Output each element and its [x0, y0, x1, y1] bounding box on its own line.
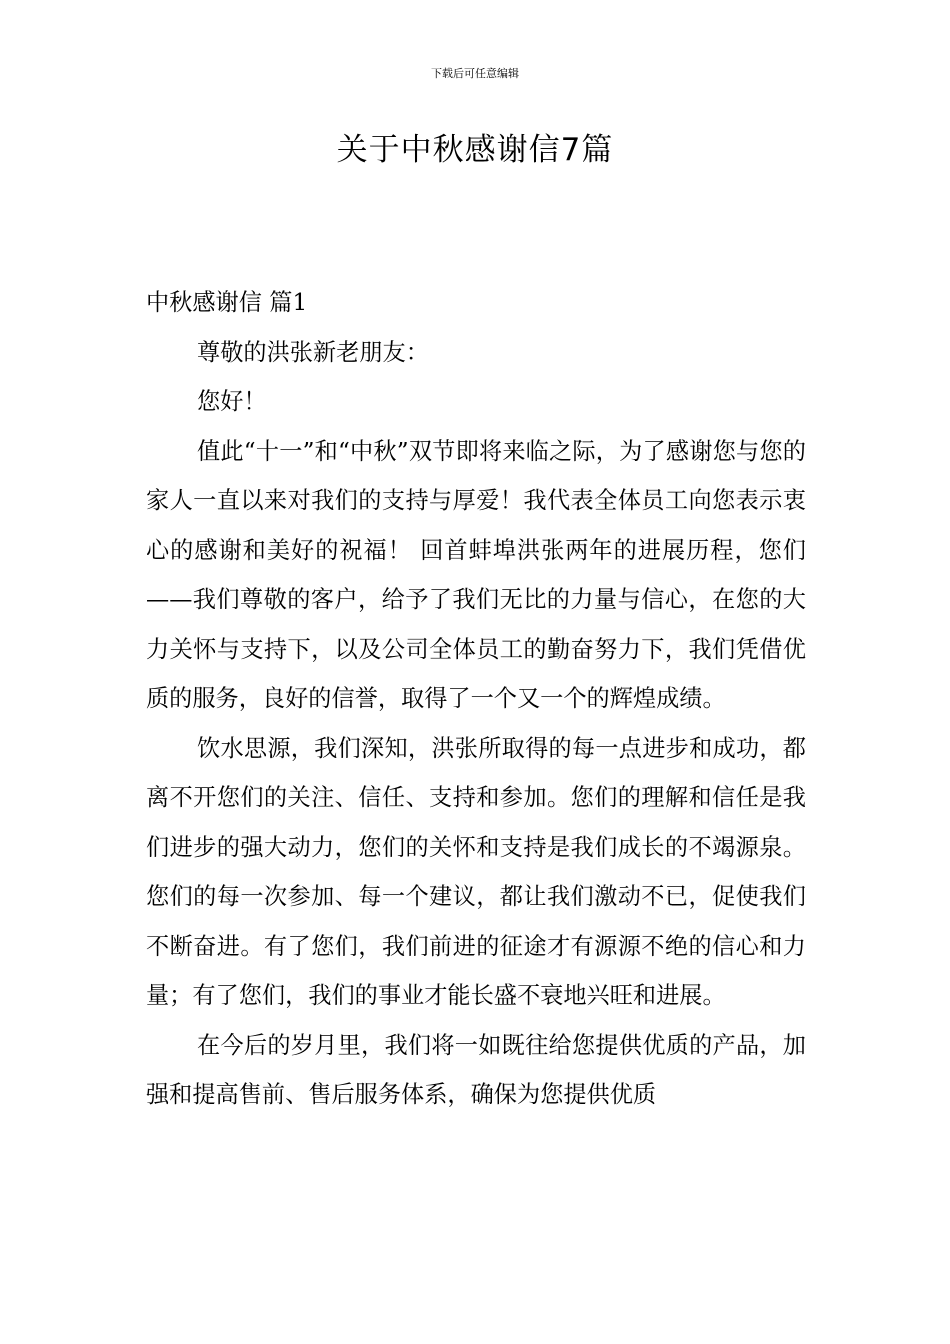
section-heading: 中秋感谢信 篇1 — [146, 289, 308, 316]
body-paragraph: 在今后的岁月里，我们将一如既往给您提供优质的产品，加强和提高售前、售后服务体系，确保为您提供优质 — [146, 1031, 806, 1108]
greeting: 您好！ — [197, 388, 267, 415]
salutation: 尊敬的洪张新老朋友： — [197, 338, 429, 366]
body-paragraph: 值此“十一”和“中秋”双节即将来临之际，为了感谢您与您的家人一直以来对我们的支持与厚爱！我代表全体员工向您表示衷心的感谢和美好的祝福！ 回首蚌埠洪张两年的进展历程，您们——我们尊敬的客户，给予了我们无比的力量与信心，在您的大力关怀与支持下，以及公司全体员工的勤奋努力下，我们凭借优质的服务，良好的信誉，取得了一个又一个的辉煌成绩。 — [146, 437, 806, 712]
header-note: 下载后可任意编辑 — [431, 67, 519, 80]
document-body — [146, 278, 806, 1120]
document-title: 关于中秋感谢信7篇 — [336, 132, 614, 168]
body-paragraph: 饮水思源，我们深知，洪张所取得的每一点进步和成功，都离不开您们的关注、信任、支持和参加。您们的理解和信任是我们进步的强大动力，您们的关怀和支持是我们成长的不竭源泉。您们的每一次参加、每一个建议，都让我们激动不已，促使我们不断奋进。有了您们，我们前进的征途才有源源不绝的信心和力量；有了您们，我们的事业才能长盛不衰地兴旺和进展。 — [146, 734, 806, 1009]
